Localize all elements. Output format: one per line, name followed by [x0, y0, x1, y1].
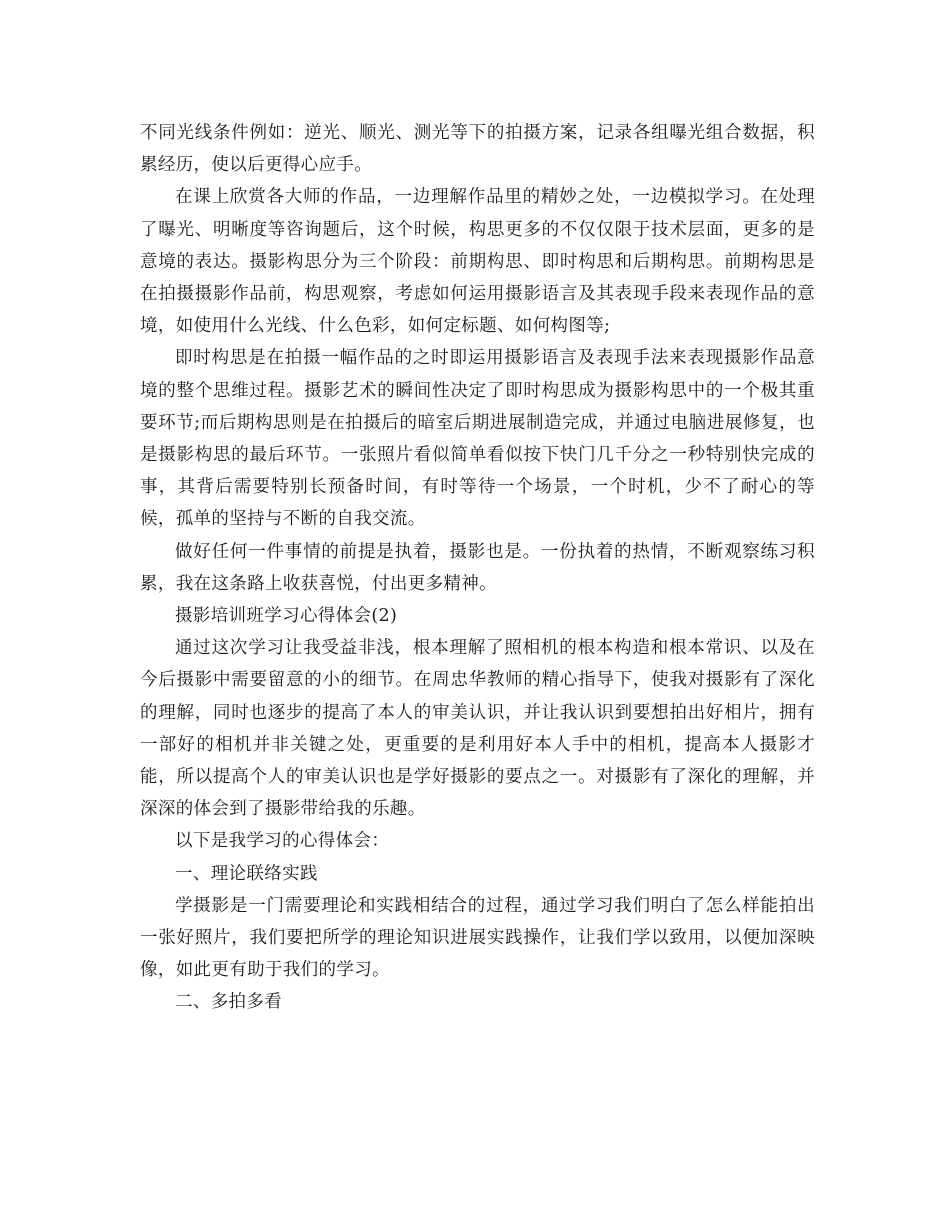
paragraph: 不同光线条件例如：逆光、顺光、测光等下的拍摄方案，记录各组曝光组合数据，积累经历，使以后更得心应手。 — [140, 123, 815, 176]
list-heading: 二、多拍多看 — [175, 992, 283, 1013]
section-heading: 摄影培训班学习心得体会(2) — [175, 606, 398, 627]
paragraph: 在课上欣赏各大师的作品，一边理解作品里的精妙之处，一边模拟学习。在处理了曝光、明晰度等咨询题后，这个时候，构思更多的不仅仅限于技术层面，更多的是意境的表达。摄影构思分为三个阶段：前期构思、即时构思和后期构思。前期构思是在拍摄摄影作品前，构思观察，考虑如何运用摄影语言及其表现手段来表现作品的意境，如使用什么光线、什么色彩，如何定标题、如何构图等; — [140, 187, 815, 337]
document-body — [140, 117, 815, 1019]
paragraph: 以下是我学习的心得体会： — [175, 831, 390, 852]
paragraph: 学摄影是一门需要理论和实践相结合的过程，通过学习我们明白了怎么样能拍出一张好照片，我们要把所学的理论知识进展实践操作，让我们学以致用，以便加深映像，如此更有助于我们的学习。 — [140, 895, 815, 981]
paragraph: 通过这次学习让我受益非浅，根本理解了照相机的根本构造和根本常识、以及在今后摄影中需要留意的小的细节。在周忠华教师的精心指导下，使我对摄影有了深化的理解，同时也逐步的提高了本人的审美认识，并让我认识到要想拍出好相片，拥有一部好的相机并非关键之处，更重要的是利用好本人手中的相机，提高本人摄影才能，所以提高个人的审美认识也是学好摄影的要点之一。对摄影有了深化的理解，并深深的体会到了摄影带给我的乐趣。 — [140, 638, 815, 820]
paragraph: 做好任何一件事情的前提是执着，摄影也是。一份执着的热情，不断观察练习积累，我在这条路上收获喜悦，付出更多精神。 — [140, 541, 815, 594]
paragraph: 即时构思是在拍摄一幅作品的之时即运用摄影语言及表现手法来表现摄影作品意境的整个思维过程。摄影艺术的瞬间性决定了即时构思成为摄影构思中的一个极其重要环节;而后期构思则是在拍摄后的暗室后期进展制造完成，并通过电脑进展修复，也是摄影构思的最后环节。一张照片看似简单看似按下快门几千分之一秒特别快完成的事，其背后需要特别长预备时间，有时等待一个场景，一个时机，少不了耐心的等候，孤单的坚持与不断的自我交流。 — [140, 348, 815, 530]
list-heading: 一、理论联络实践 — [175, 863, 318, 884]
